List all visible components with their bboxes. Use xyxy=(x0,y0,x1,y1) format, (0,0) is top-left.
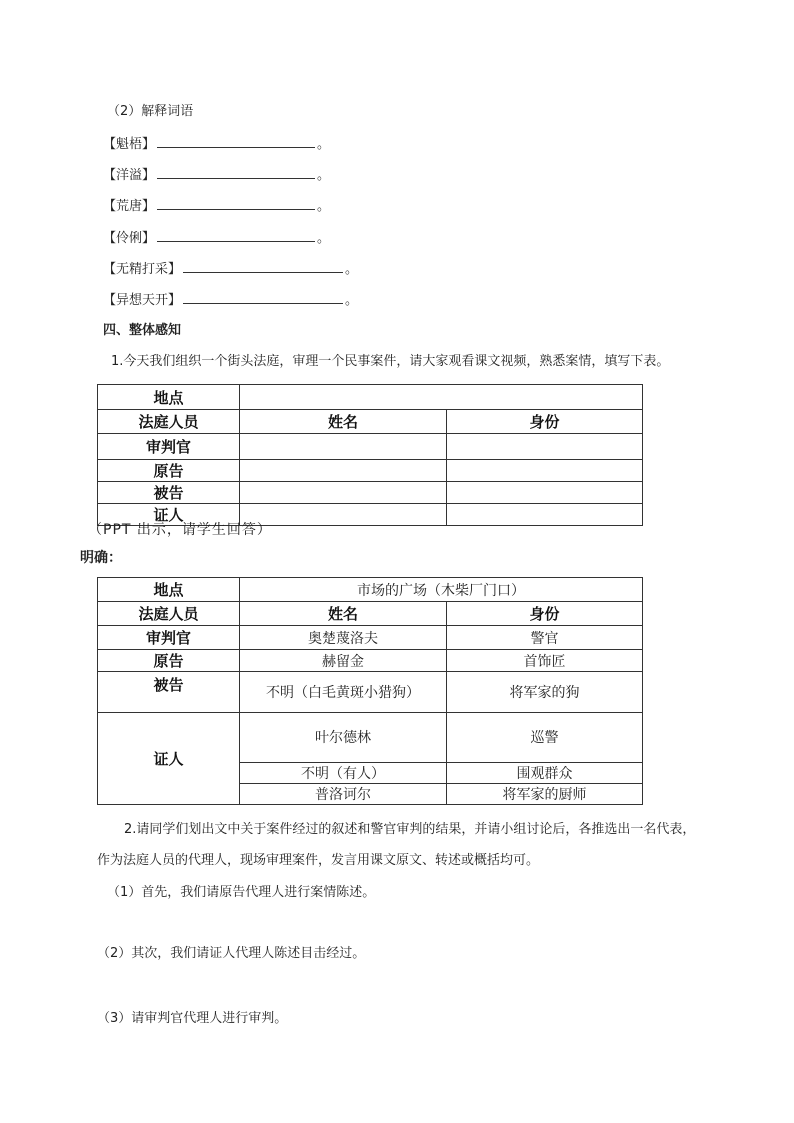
cell-judge-name: 奥楚蔑洛夫 xyxy=(240,626,447,650)
fill-blank[interactable] xyxy=(183,291,343,304)
question-1: 1.今天我们组织一个街头法庭，审理一个民事案件，请大家观看课文视频，熟悉案情，填写下表。 xyxy=(111,354,670,369)
ppt-note: （PPT 出示，请学生回答） xyxy=(88,522,272,538)
cell-witness1-id: 巡警 xyxy=(447,713,643,763)
cell-witness3-name: 普洛诃尔 xyxy=(240,784,447,805)
cell-defendant-name-input[interactable] xyxy=(240,482,447,504)
cell-staff-label: 法庭人员 xyxy=(98,602,240,626)
cell-place-input[interactable] xyxy=(240,385,643,410)
vocab-end: 。 xyxy=(317,231,331,246)
vocab-term: 【魁梧】 xyxy=(103,137,156,152)
step-2: （2）其次，我们请证人代理人陈述目击经过。 xyxy=(97,946,366,961)
cell-name-header: 姓名 xyxy=(240,602,447,626)
vocab-item-kuiwu xyxy=(103,135,330,154)
vocab-term: 【无精打采】 xyxy=(103,262,182,277)
cell-staff-label: 法庭人员 xyxy=(98,410,240,434)
section-title: 四、整体感知 xyxy=(103,323,182,338)
cell-witness2-id: 围观群众 xyxy=(447,763,643,784)
fill-blank[interactable] xyxy=(157,135,315,148)
cell-plaintiff-name-input[interactable] xyxy=(240,460,447,482)
fill-blank[interactable] xyxy=(157,197,315,210)
cell-defendant-name: 不明（白毛黄斑小猎狗） xyxy=(240,672,447,713)
cell-plaintiff-label: 原告 xyxy=(98,650,240,672)
cell-witness-label: 证人 xyxy=(98,504,240,526)
cell-witness-id-input[interactable] xyxy=(447,504,643,526)
cell-judge-id-input[interactable] xyxy=(447,434,643,460)
cell-witness1-name: 叶尔德林 xyxy=(240,713,447,763)
vocab-term: 【荒唐】 xyxy=(103,199,156,214)
court-form-table xyxy=(97,384,643,526)
vocab-term: 【伶俐】 xyxy=(103,231,156,246)
cell-judge-name-input[interactable] xyxy=(240,434,447,460)
cell-defendant-id-input[interactable] xyxy=(447,482,643,504)
vocab-item-wujingdacai xyxy=(103,260,358,279)
cell-place-label: 地点 xyxy=(98,578,240,602)
vocab-item-yangyi xyxy=(103,166,330,185)
fill-blank[interactable] xyxy=(183,260,343,273)
cell-defendant-label: 被告 xyxy=(98,482,240,504)
answer-label: 明确： xyxy=(80,550,122,566)
cell-plaintiff-name: 赫留金 xyxy=(240,650,447,672)
step-3: （3）请审判官代理人进行审判。 xyxy=(97,1011,288,1026)
fill-blank[interactable] xyxy=(157,229,315,242)
cell-witness2-name: 不明（有人） xyxy=(240,763,447,784)
cell-defendant-label: 被告 xyxy=(98,672,240,713)
step-1: （1）首先，我们请原告代理人进行案情陈述。 xyxy=(107,885,376,900)
cell-plaintiff-id-input[interactable] xyxy=(447,460,643,482)
vocab-end: 。 xyxy=(317,168,331,183)
cell-identity-header: 身份 xyxy=(447,410,643,434)
vocab-term: 【异想天开】 xyxy=(103,293,182,308)
question-2-line2: 作为法庭人员的代理人，现场审理案件，发言用课文原文、转述或概括均可。 xyxy=(97,853,540,868)
cell-defendant-id: 将军家的狗 xyxy=(447,672,643,713)
cell-judge-label: 审判官 xyxy=(98,626,240,650)
cell-place-value: 市场的广场（木柴厂门口） xyxy=(240,578,643,602)
vocab-item-yixiangtiankai xyxy=(103,291,358,310)
cell-identity-header: 身份 xyxy=(447,602,643,626)
cell-name-header: 姓名 xyxy=(240,410,447,434)
cell-judge-label: 审判官 xyxy=(98,434,240,460)
vocab-end: 。 xyxy=(317,199,331,214)
vocab-end: 。 xyxy=(345,293,359,308)
vocab-term: 【洋溢】 xyxy=(103,168,156,183)
cell-plaintiff-label: 原告 xyxy=(98,460,240,482)
vocab-intro: （2）解释词语 xyxy=(107,104,194,119)
cell-witness-label: 证人 xyxy=(98,713,240,805)
vocab-end: 。 xyxy=(345,262,359,277)
cell-judge-id: 警官 xyxy=(447,626,643,650)
cell-place-label: 地点 xyxy=(98,385,240,410)
fill-blank[interactable] xyxy=(157,166,315,179)
question-2-line1: 2.请同学们划出文中关于案件经过的叙述和警官审判的结果，并请小组讨论后，各推选出一名代表， xyxy=(124,822,696,837)
vocab-item-huangtang xyxy=(103,197,330,216)
cell-plaintiff-id: 首饰匠 xyxy=(447,650,643,672)
cell-witness3-id: 将军家的厨师 xyxy=(447,784,643,805)
court-answer-table xyxy=(97,577,643,805)
vocab-end: 。 xyxy=(317,137,331,152)
vocab-item-lingli xyxy=(103,229,330,248)
